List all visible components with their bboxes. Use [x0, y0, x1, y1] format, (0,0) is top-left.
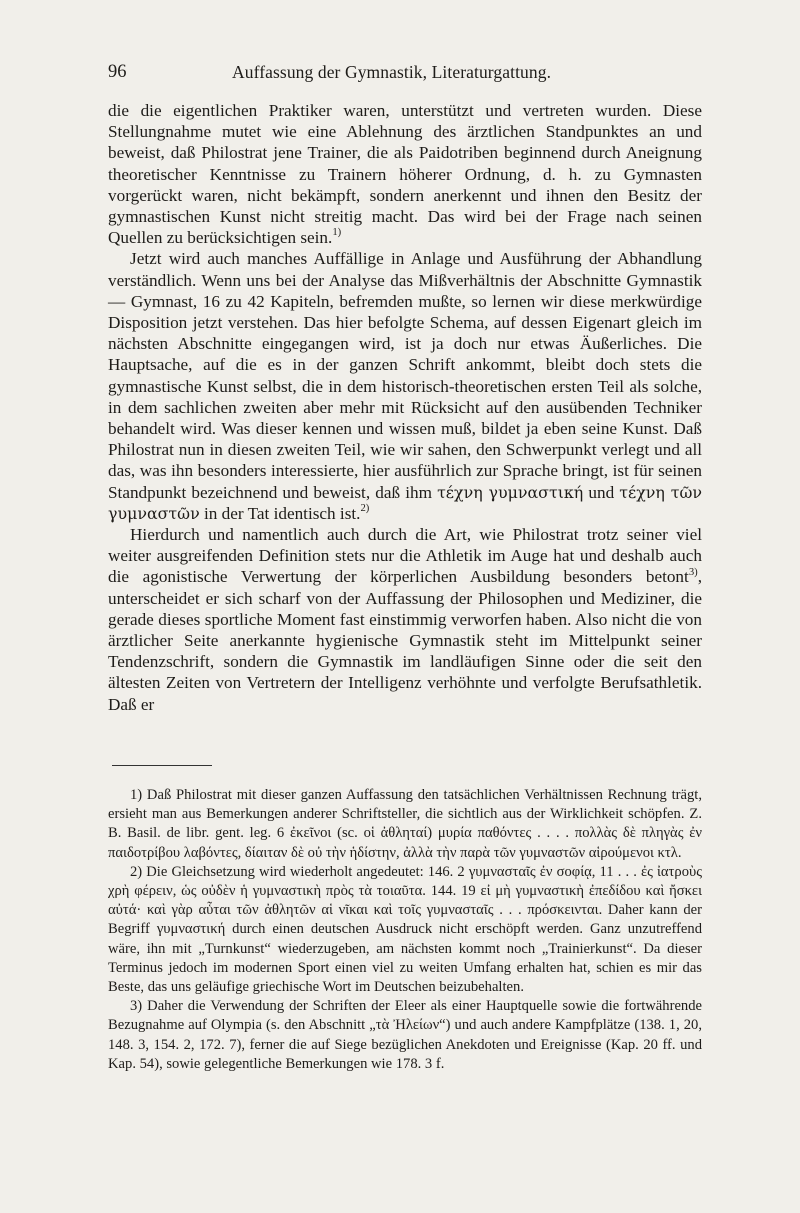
paragraph-2-text-b: in der Tat identisch ist. [203, 503, 361, 523]
paragraph-3 [108, 524, 702, 715]
paragraph-2 [108, 248, 702, 524]
footnote-separator [112, 765, 212, 766]
page-number: 96 [108, 62, 127, 82]
footnote-3: 3) Daher die Verwendung der Schriften der Eleer als einer Hauptquelle sowie die fortwährende Bezugnahme auf Olympia (s. den Abschnitt „τὰ Ἠλείων“) und auch andere Kampfplätze (138. 1, 20, 148. 3, 154. 2, 172. 7), ferner die auf Siege bezüglichen Anekdoten und Ereignisse (Kap. 20 ff. und Kap. 54), sowie gelegentliche Bemerkungen wie 178. 3 f. [108, 998, 702, 1072]
footnote-ref-2: 2) [360, 503, 370, 515]
running-title: Auffassung der Gymnastik, Literaturgattung. [232, 62, 552, 82]
greek-term-techne-ton-gymnaston: τέχνη τῶν γυμναστῶν [108, 482, 702, 523]
running-header [108, 62, 702, 86]
paragraph-3-text-b: , unterscheidet er sich scharf von der Auffassung der Philosophen und Mediziner, die gerade dieses sportliche Moment fast einstimmig verworfen haben. Also nicht die von ärztlicher Seite anerkannte hygienische Gymnastik steht im Mittelpunkt seiner Tendenzschrift, sondern die Gymnastik im landläufigen Sinne oder die seit den ältesten Zeiten von Vertretern der Intelligenz verhöhnte und verfolgte Berufsathletik. Daß er [108, 567, 702, 714]
paragraph-3-text-a: Hierdurch und namentlich auch durch die Art, wie Philostrat trotz seiner viel weiter ausgreifenden Definition stets nur die Athletik im Auge hat und deshalb auch die agonistische Verwertung der körperlichen Ausbildung besonders betont [108, 525, 702, 587]
footnote-ref-1: 1) [332, 227, 342, 239]
paragraph-1-text: die die eigentlichen Praktiker waren, unterstützt und vertreten wurden. Diese Stellungnahme mutet wie eine Ablehnung des ärztlichen Standpunktes an und beweist, daß Philostrat jene Trainer, die als Paidotriben beginnend durch Aneignung theoretischer Kenntnisse zu Trainern höherer Ordnung, d. h. zu Gymnasten vorgerückt waren, nicht bekämpft, sondern anerkennt und ihnen den Besitz der gymnastischen Kunst nicht streitig macht. Das wird bei der Frage nach seinen Quellen zu berücksichtigen sein. [108, 101, 702, 248]
main-text [108, 100, 702, 715]
footnotes [108, 786, 702, 1074]
paragraph-2-text-a: Jetzt wird auch manches Auffällige in Anlage und Ausführung der Abhandlung verständlich. Wenn uns bei der Analyse das Mißverhältnis der Abschnitte Gymnastik — Gymnast, 16 zu 42 Kapiteln, befremden mußte, so lernen wir diese merkwürdige Disposition jetzt verstehen. Das hier befolgte Schema, auf dessen Eigenart gleich im nächsten Abschnitte eingegangen wird, ist ja doch nur etwas Äußerliches. Die Hauptsache, auf die es in der ganzen Schrift ankommt, bleibt doch stets die gymnastische Kunst selbst, die in dem historisch-theoretischen ersten Teil als solche, in dem sachlichen zweiten aber mehr mit Rücksicht auf den ausübenden Techniker behandelt wird. Was dieser kennen und wissen muß, bildet ja eben seine Kunst. Daß Philostrat nun in diesen zweiten Teil, wie wir sahen, den Schwerpunkt verlegt und all das, was ihn besonders interessierte, hier ausführlich zur Sprache bringt, ist für seinen Standpunkt bezeichnend und beweist, daß ihm [108, 249, 702, 502]
greek-term-techne-gymnastike: τέχνη γυμναστική [437, 482, 584, 502]
paragraph-1 [108, 100, 702, 248]
paragraph-2-und: und [588, 482, 615, 502]
footnote-1: 1) Daß Philostrat mit dieser ganzen Auffassung den tatsächlichen Verhältnissen Rechnung trägt, ersieht man aus Bemerkungen anderer Schriftsteller, die sichtlich aus der Wirklichkeit schöpfen. Z. B. Basil. de libr. gent. leg. 6 ἐκεῖνοι (sc. οἱ ἀθληταί) μυρία παθόντες . . . . πολλὰς δὲ πληγὰς ἐν παιδοτρίβου λαβόντες, δίαιταν δὲ οὐ τὴν ἡδίστην, ἀλλὰ τὴν παρὰ τῶν γυμναστῶν αἱρούμενοι κτλ. [108, 787, 702, 861]
footnote-ref-3: 3) [688, 566, 698, 578]
footnote-2: 2) Die Gleichsetzung wird wiederholt angedeutet: 146. 2 γυμνασταῖς ἐν σοφίᾳ, 11 . . . ἐς ἰατροὺς χρὴ φέρειν, ὡς οὐδὲν ἡ γυμναστικὴ πρὸς τὰ τοιαῦτα. 144. 19 εἰ μὴ γυμναστικὴ ἐπεδίδου καὶ ἤσκει αὐτά· καὶ γὰρ αὗται τῶν ἀθλητῶν αἱ νῖκαι καὶ τοῖς γυμνασταῖς . . . πρόσκεινται. Daher kann der Begriff γυμναστική durch einen deutschen Ausdruck nicht erschöpft werden. Ganz unzutreffend wäre, ihn mit „Turnkunst“ wiederzugeben, am nächsten kommt noch „Trainierkunst“. Da dieser Terminus jedoch im modernen Sport einen viel zu weiten Umfang erhalten hat, schien es mir das Beste, das uns geläufige griechische Wort im Deutschen beizubehalten. [108, 863, 702, 996]
